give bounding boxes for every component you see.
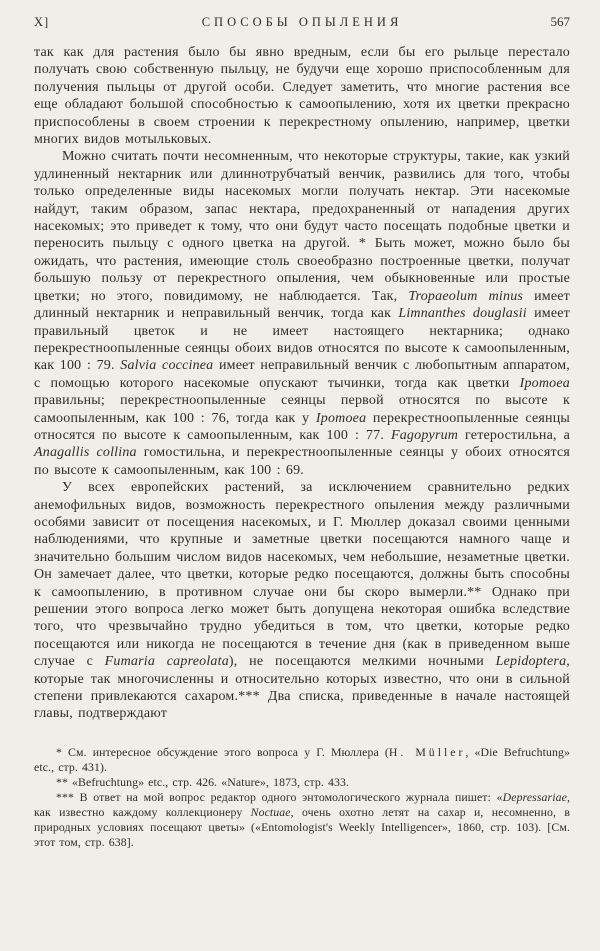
body-text: [34, 44, 570, 723]
body-paragraph: так как для растения было бы явно вредным, если бы его рыльце перестало получать свою собственную пыльцу, не будучи еще хорошо приспособленным для получения пыльцы от другой особи. Следует заметить, что многие растения все еще обладают большой способностью к самоопылению, хотя их цветки прекрасно приспособлены в своем строении к перекрестному опылению, например, цветки многих видов мотыльковых.: [34, 45, 570, 148]
footnote: *** В ответ на мой вопрос редактор одного энтомологического журнала пишет: «Depressariae, как известно каждому коллекционеру Noctuae, очень охотно летят на сахар и, несомненно, в природных условиях посещают цветы» («Entomologist's Weekly Intelligencer», 1860, стр. 103). [См. этот том, стр. 638].: [34, 789, 570, 849]
page-header: [34, 14, 570, 30]
footnotes: [34, 745, 570, 850]
footnote: ** «Befruchtung» etc., стр. 426. «Nature», 1873, стр. 433.: [56, 774, 350, 789]
footnote: * См. интересное обсуждение этого вопроса у Г. Мюллера (H. Müller, «Die Befruchtung» etc., стр. 431).: [34, 744, 571, 774]
body-paragraph: У всех европейских растений, за исключением сравнительно редких анемофильных видов, возможность перекрестного опыления между различными особями зависит от посещения насекомых, и Г. Мюллер доказал своими ценными наблюдениями, что крупные и заметные цветки посещаются намного чаще и значительно большим числом видов насекомых, чем небольшие, незаметные цветки. Он замечает далее, что цветки, которые редко посещаются, должны быть способны к самоопылению, в противном случае они бы скоро вымерли.** Однако при решении этого вопроса легко может быть допущена некоторая ошибка вследствие того, что чрезвычайно трудно убедиться в том, что цветки, которые редко посещаются или никогда не посещаются в течение дня (как в приведенном выше случае с Fumaria capreolata), не посещаются мелкими ночными Lepidoptera, которые так многочисленны и относительно которых известно, что они в сильной степени привлекаются сахаром.*** Два списка, приведенные в начале настоящей главы, подтверждают: [34, 480, 570, 722]
running-title: СПОСОБЫ ОПЫЛЕНИЯ: [201, 15, 403, 29]
chapter-marker: X]: [34, 15, 50, 29]
body-paragraph: Можно считать почти несомненным, что некоторые структуры, такие, как узкий удлиненный нектарник или длиннотрубчатый венчик, развились для того, чтобы только определенные виды насекомых могли получать нектар. Эти насекомые найдут, таким образом, запас нектара, предохраненный от нападения других насекомых; это приведет к тому, что они будут часто посещать подобные цветки и переносить пыльцу с одного цветка на другой. * Быть может, можно было бы ожидать, что растения, имеющие столь своеобразно построенные цветки, получат большую пользу от перекрестного опыления, чем обыкновенные или простые цветки; но этого, повидимому, не наблюдается. Так, Tropaeolum minus имеет длинный нектарник и неправильный венчик, тогда как Limnanthes douglasii имеет правильный цветок и не имеет настоящего нектарника; однако перекрестноопыленные сеянцы обоих видов относятся по высоте к самоопыленным, как 100 : 79. Salvia coccinea имеет неправильный венчик с любопытным аппаратом, с помощью которого насекомые опускают тычинки, тогда как цветки Ipomoea правильны; перекрестноопыленные сеянцы первой относятся по высоте к самоопыленным, как 100 : 76, тогда как у Ipomoea перекрестноопыленные сеянцы относятся по высоте к самоопыленным, как 100 : 77. Fagopyrum гетеростильна, а Anagallis collina гомостильна, и перекрестноопыленные сеянцы у обоих относятся по высоте к самоопыленным, как 100 : 69.: [34, 149, 571, 478]
page-number: 567: [550, 14, 570, 29]
